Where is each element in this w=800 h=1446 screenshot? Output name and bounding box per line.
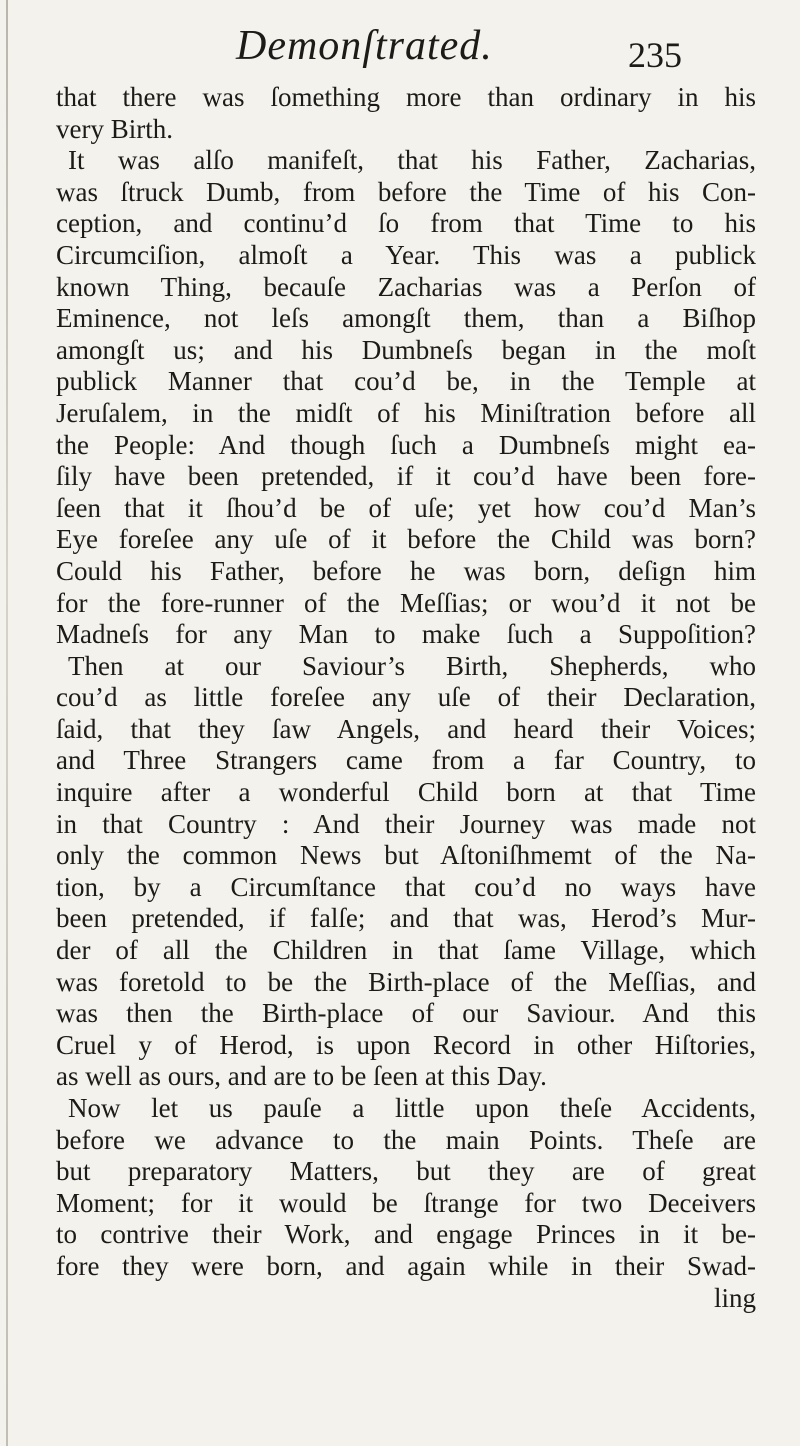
text-line: ception, and continu’d ſo from that Time to his	[56, 208, 756, 239]
text-line: ſily have been pretended, if it cou’d have been fore-	[56, 461, 756, 492]
running-head: Demonſtrated.	[236, 23, 493, 69]
text-line: in that Country : And their Journey was made not	[56, 808, 756, 839]
text-line: ſaid, that they ſaw Angels, and heard their Voices;	[56, 713, 756, 744]
text-line: and Three Strangers came from a far Country, to	[56, 745, 756, 776]
text-line: as well as ours, and are to be ſeen at this Day.	[56, 1061, 547, 1092]
text-line: amongſt us; and his Dumbneſs began in the moſt	[56, 334, 756, 365]
page-number: 235	[628, 35, 682, 75]
text-line: Now let us pauſe a little upon theſe Accidents,	[68, 1093, 756, 1123]
text-line: before we advance to the main Points. Theſe are	[56, 1124, 756, 1155]
text-line: was foretold to be the Birth-place of the Meſſias, and	[56, 966, 756, 997]
text-line: Then at our Saviour’s Birth, Shepherds, who	[68, 650, 756, 681]
text-line: It was alſo manifeſt, that his Father, Zacharias,	[68, 145, 756, 176]
text-line: publick Manner that cou’d be, in the Temple at	[56, 366, 756, 397]
text-line: Could his Father, before he was born, deſign him	[56, 555, 756, 586]
text-line: Moment; for it would be ſtrange for two Deceivers	[56, 1187, 756, 1218]
text-line: Cruel y of Herod, is upon Record in other Hiſtories,	[56, 1029, 756, 1060]
text-line: der of all the Children in that ſame Village, which	[56, 935, 756, 966]
text-line: known Thing, becauſe Zacharias was a Perſon of	[56, 271, 756, 302]
text-line: tion, by a Circumſtance that cou’d no ways have	[56, 871, 756, 902]
text-line: been pretended, if falſe; and that was, Herod’s Mur-	[56, 903, 756, 934]
text-line: was ſtruck Dumb, from before the Time of his Con-	[56, 176, 756, 207]
text-line: Madneſs for any Man to make ſuch a Suppoſition?	[56, 619, 756, 650]
page-header	[0, 22, 800, 82]
text-line: for the fore-runner of the Meſſias; or wou’d it not be	[56, 587, 756, 618]
text-line: only the common News but Aſtoniſhmemt of the Na-	[56, 840, 756, 871]
text-line: Eye foreſee any uſe of it before the Child was born?	[56, 524, 756, 555]
page-gutter-edge	[6, 0, 8, 1446]
body-text	[56, 82, 756, 1314]
text-line: Eminence, not leſs amongſt them, than a Biſhop	[56, 303, 756, 334]
text-line: very Birth.	[56, 113, 173, 144]
text-line: was then the Birth-place of our Saviour. And this	[56, 998, 756, 1029]
text-line: but preparatory Matters, but they are of great	[56, 1156, 756, 1187]
text-line: cou’d as little foreſee any uſe of their Declaration,	[56, 682, 756, 713]
text-line: Jeruſalem, in the midſt of his Miniſtration before all	[56, 397, 756, 428]
text-line: to contrive their Work, and engage Princes in it be-	[56, 1219, 756, 1250]
catchword: ling	[713, 1282, 756, 1313]
text-line: inquire after a wonderful Child born at that Time	[56, 777, 756, 808]
text-line: that there was ſomething more than ordinary in his	[56, 82, 756, 112]
text-line: the People: And though ſuch a Dumbneſs might ea-	[56, 429, 756, 460]
text-line: Circumciſion, almoſt a Year. This was a publick	[56, 239, 756, 270]
text-line: ſeen that it ſhou’d be of uſe; yet how cou’d Man’s	[56, 492, 756, 523]
text-line: fore they were born, and again while in their Swad-	[56, 1250, 756, 1281]
